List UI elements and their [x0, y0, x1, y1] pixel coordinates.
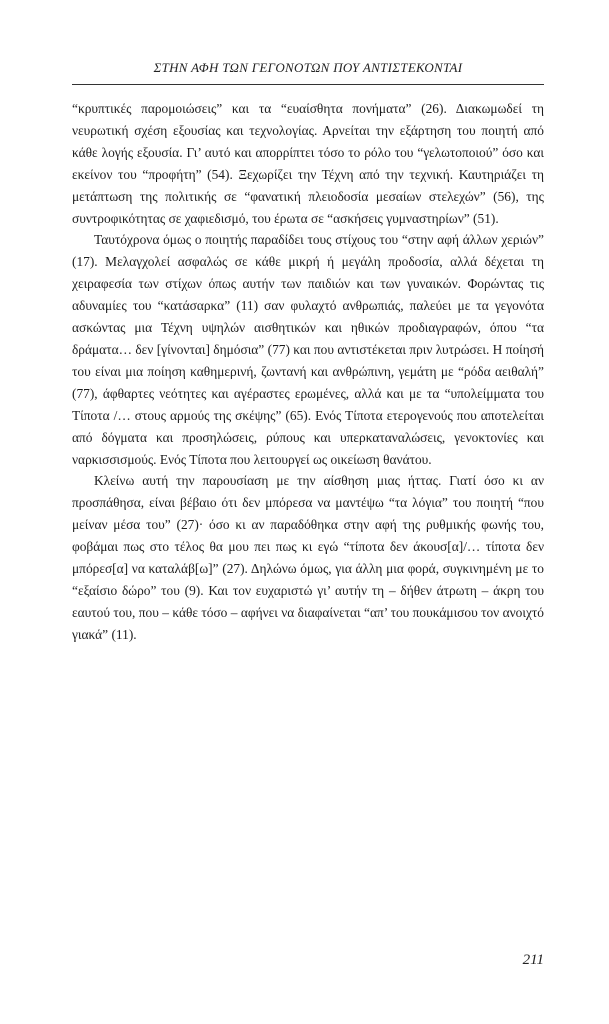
paragraph-1: “κρυπτικές παρομοιώσεις” και τα “ευαίσθητα πονήματα” (26). Διακωμωδεί τη νευρωτική σχέση εξουσίας και τεχνολογίας. Αρνείται την εξάρτηση του ποιητή από κάθε λογής εξουσία. Γι’ αυτό και απορρίπτει τόσο το ρόλο του “γελωτοποιού” όσο και εκείνον του “προφήτη” (54). Ξεχωρίζει την Τέχνη από την τεχνική. Καυτηριάζει τη μετάπτωση της πολιτικής σε “φανατική πλειοδοσία μεσαίων στελεχών” (56), της συντροφικότητας σε χαφιεδισμό, του έρωτα σε “ασκήσεις γυμναστηρίων” (51). [72, 101, 544, 226]
paragraph-2: Ταυτόχρονα όμως ο ποιητής παραδίδει τους στίχους του “στην αφή άλλων χεριών” (17). Μελαγχολεί ασφαλώς σε κάθε μικρή ή μεγάλη προδοσία, αλλά δέχεται τη χειραφεσία των στίχων όπως αυτήν των παιδιών και των γυναικών. Φορώντας τις αδυναμίες του “κατάσαρκα” (11) σαν φυλαχτό ανθρωπιάς, παλεύει με τα γεγονότα ασκώντας μια Τέχνη υψηλών αισθητικών και ηθικών προδιαγραφών, όπου “τα δράματα… δεν [γίνονται] δημόσια” (77) και που αντιστέκεται πριν λυτρώσει. Η ποίησή του είναι μια ποίηση καθημερινή, ζωντανή και ανθρώπινη, γεμάτη με “ρόδα αειθαλή” (77), άφθαρτες νεότητες και αγέραστες ερωμένες, αλλά και με τα “υπολείμματα του Τίποτα /… στους αρμούς της σκέψης” (65). Ενός Τίποτα ετερογενούς που αποτελείται από δόγματα και προσηλώσεις, ρύπους και υπερκαταναλώσεις, γενοκτονίες και ναρκισσισμούς. Ενός Τίποτα που λειτουργεί ως οικείωση θανάτου. [72, 232, 544, 467]
page-number: 211 [522, 952, 544, 968]
running-header: ΣΤΗΝ ΑΦΗ ΤΩΝ ΓΕΓΟΝΟΤΩΝ ΠΟΥ ΑΝΤΙΣΤΕΚΟΝΤΑΙ [153, 60, 463, 75]
body-text [72, 98, 544, 646]
header-rule [72, 84, 544, 85]
paragraph-3: Κλείνω αυτή την παρουσίαση με την αίσθηση μιας ήττας. Γιατί όσο κι αν προσπάθησα, είναι βέβαιο ότι δεν μπόρεσα να μαντέψω “τα λόγια” του ποιητή “που μείναν μέσα του” (27)· όσο κι αν παραδόθηκα στην αφή της ρυθμικής φωνής του, φοβάμαι πως στο τέλος θα μου πει πως κι εγώ “τίποτα δεν άκουσ[α]/… τίποτα δεν μπόρεσ[α] να καταλάβ[ω]” (27). Δηλώνω όμως, για άλλη μια φορά, συγκινημένη με το “εξαίσιο δώρο” του (9). Και τον ευχαριστώ γι’ αυτήν τη – δήθεν άτρωτη – άκρη του εαυτού του, που – κάθε τόσο – αφήνει να διαφαίνεται “απ’ του πουκάμισου τον ανοιχτό γιακά” (11). [72, 473, 544, 642]
